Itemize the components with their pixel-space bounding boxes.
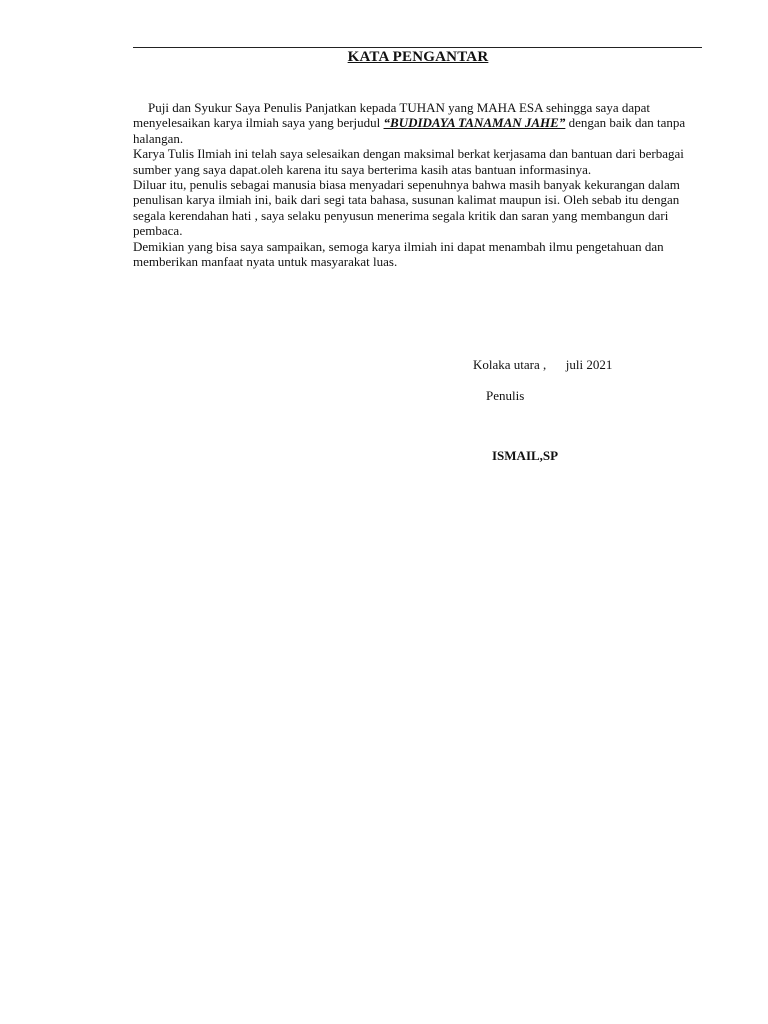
paragraph-1 <box>133 100 703 146</box>
author-role: Penulis <box>486 388 525 403</box>
paragraph-3: Diluar itu, penulis sebagai manusia biasa menyadari sepenuhnya bahwa masih banyak kekurangan dalam penulisan karya ilmiah ini, baik dari segi tata bahasa, susunan kalimat maupun isi. Oleh sebab itu dengan segala kerendahan hati , saya selaku penyusun menerima segala kritik dan saran yang membangun dari pembaca. <box>133 177 680 239</box>
paragraph-1-tail: dengan baik dan tanpa halangan. <box>133 115 686 146</box>
place-date: Kolaka utara , juli 2021 <box>473 357 613 372</box>
paragraph-1-text: Puji dan Syukur Saya Penulis Panjatkan kepada TUHAN yang MAHA ESA sehingga saya dapat menyelesaikan karya ilmiah saya yang berjudul <box>133 100 650 131</box>
author-name: ISMAIL,SP <box>492 448 559 463</box>
document-title: KATA PENGANTAR <box>347 49 489 65</box>
paragraph-1-emphasis: “BUDIDAYA TANAMAN JAHE” <box>383 115 566 131</box>
document-body <box>133 100 703 269</box>
paragraph-4: Demikian yang bisa saya sampaikan, semoga karya ilmiah ini dapat menambah ilmu pengetahuan dan memberikan manfaat nyata untuk masyarakat luas. <box>133 238 664 270</box>
paragraph-2: Karya Tulis Ilmiah ini telah saya selesaikan dengan maksimal berkat kerjasama dan bantuan dari berbagai sumber yang saya dapat.oleh karena itu saya berterima kasih atas bantuan informasinya. <box>133 146 684 177</box>
header-rule <box>133 47 702 48</box>
